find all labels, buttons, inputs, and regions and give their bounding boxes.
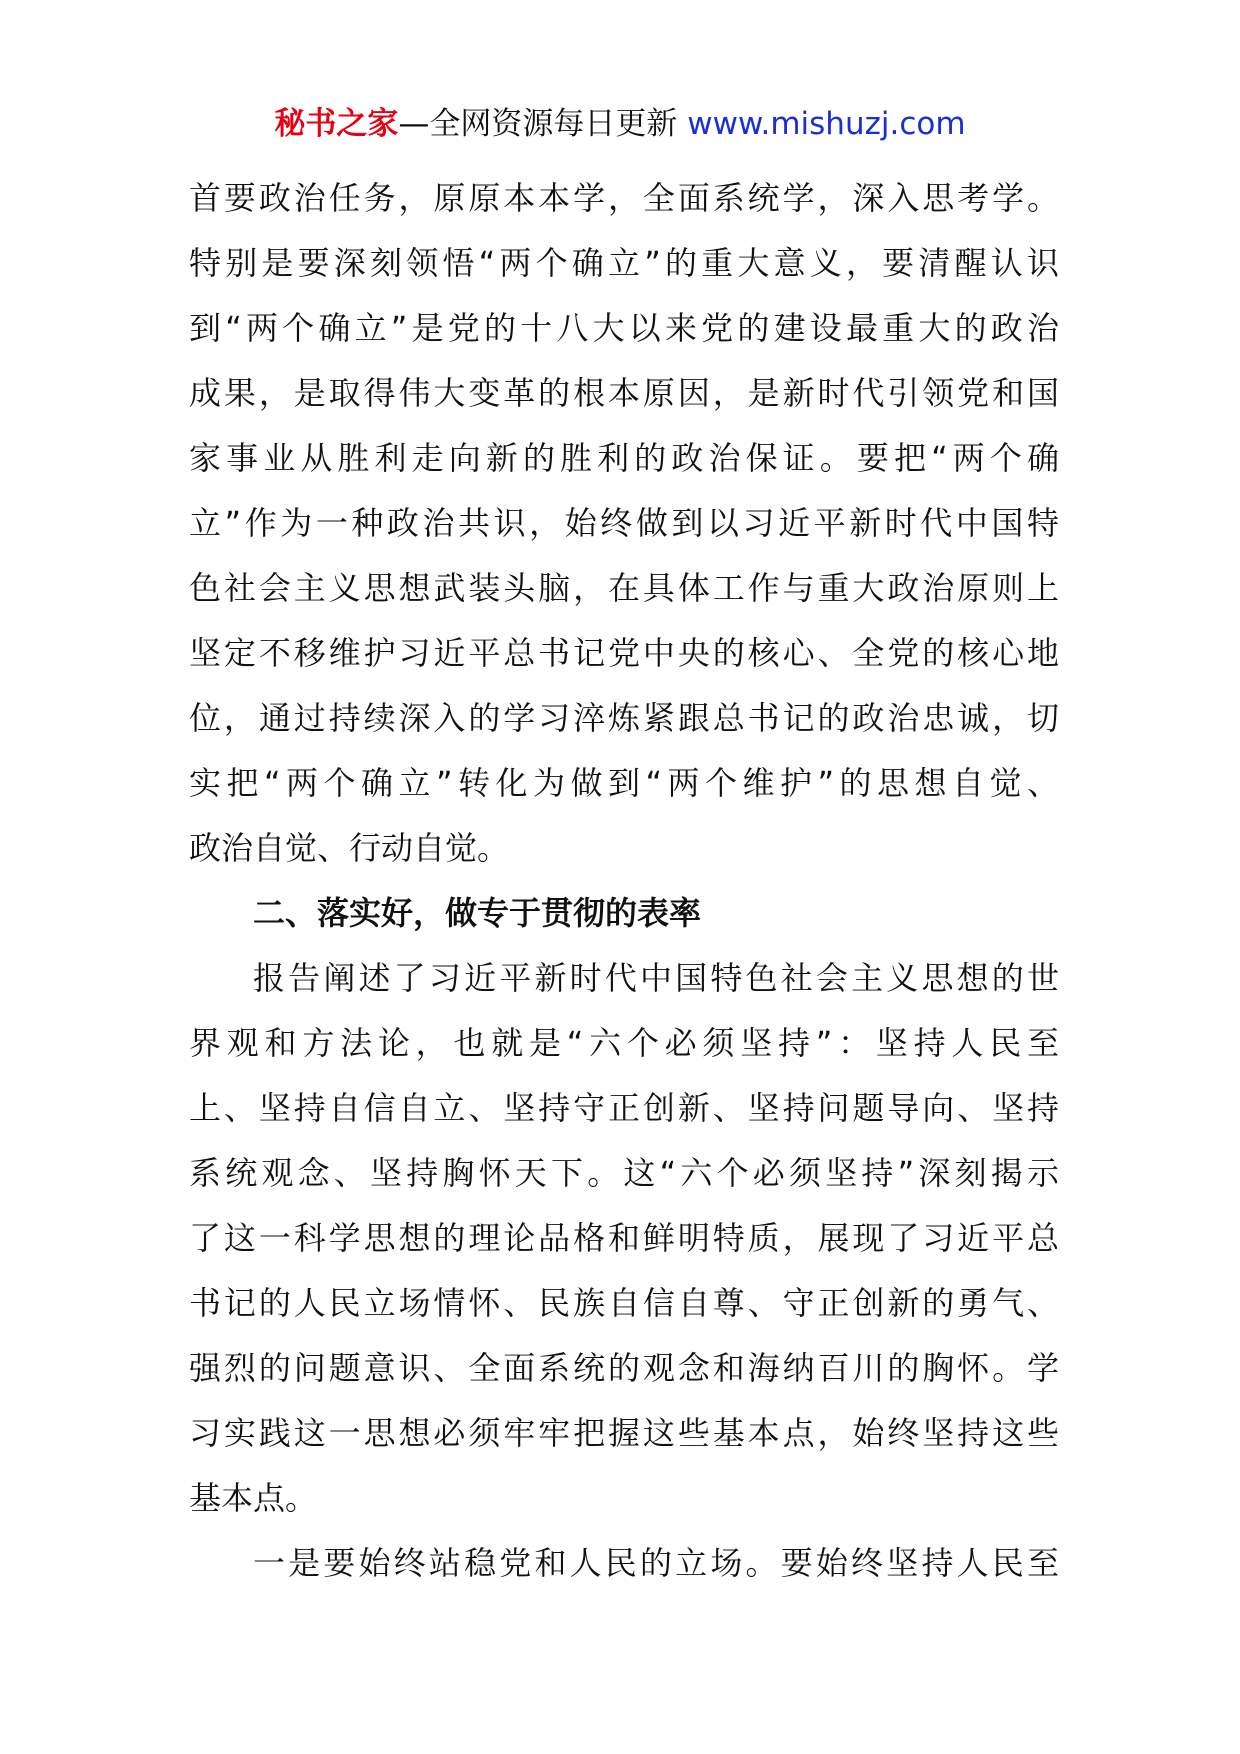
- text-line: 书记的人民立场情怀、民族自信自尊、守正创新的勇气、: [189, 1284, 1059, 1322]
- text-line: 成果，是取得伟大变革的根本原因，是新时代引领党和国: [189, 374, 1059, 412]
- text-line: 坚定不移维护习近平总书记党中央的核心、全党的核心地: [189, 634, 1059, 672]
- brand-name: 秘书之家: [274, 106, 399, 142]
- document-body: [189, 166, 1059, 1596]
- text-line: 一是要始终站稳党和人民的立场。要始终坚持人民至: [253, 1544, 1059, 1582]
- text-line: 习实践这一思想必须牢牢把握这些基本点，始终坚持这些: [189, 1414, 1059, 1452]
- text-line: 强烈的问题意识、全面系统的观念和海纳百川的胸怀。学: [189, 1349, 1059, 1387]
- text-line: 基本点。: [189, 1479, 318, 1517]
- text-line: 报告阐述了习近平新时代中国特色社会主义思想的世: [253, 959, 1059, 997]
- header-slogan: —全网资源每日更新: [398, 106, 678, 142]
- site-url[interactable]: www.mishuzj.com: [677, 106, 966, 142]
- text-line: 家事业从胜利走向新的胜利的政治保证。要把“两个确: [189, 439, 1059, 477]
- text-line: 立”作为一种政治共识，始终做到以习近平新时代中国特: [189, 504, 1059, 542]
- text-line: 上、坚持自信自立、坚持守正创新、坚持问题导向、坚持: [189, 1089, 1059, 1127]
- text-line: 政治自觉、行动自觉。: [189, 829, 510, 867]
- page-header: [0, 100, 1240, 148]
- text-line: 界观和方法论，也就是“六个必须坚持”：坚持人民至: [189, 1024, 1059, 1062]
- section-heading: 二、落实好，做专于贯彻的表率: [253, 894, 702, 932]
- text-line: 位，通过持续深入的学习淬炼紧跟总书记的政治忠诚，切: [189, 699, 1059, 737]
- text-line: 实把“两个确立”转化为做到“两个维护”的思想自觉、: [189, 764, 1059, 802]
- text-line: 了这一科学思想的理论品格和鲜明特质，展现了习近平总: [189, 1219, 1059, 1257]
- text-line: 首要政治任务，原原本本学，全面系统学，深入思考学。: [189, 179, 1059, 217]
- text-line: 色社会主义思想武装头脑，在具体工作与重大政治原则上: [189, 569, 1059, 607]
- text-line: 系统观念、坚持胸怀天下。这“六个必须坚持”深刻揭示: [189, 1154, 1059, 1192]
- text-line: 到“两个确立”是党的十八大以来党的建设最重大的政治: [189, 309, 1059, 347]
- text-line: 特别是要深刻领悟“两个确立”的重大意义，要清醒认识: [189, 244, 1059, 282]
